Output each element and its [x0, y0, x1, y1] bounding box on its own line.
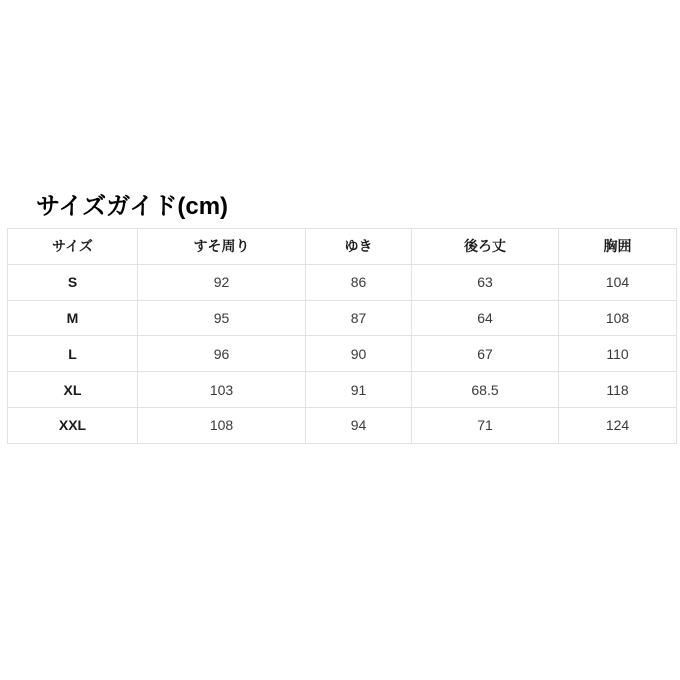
value-cell: 104: [559, 264, 677, 300]
value-cell: 86: [306, 264, 412, 300]
value-cell: 92: [138, 264, 306, 300]
value-cell: 108: [559, 300, 677, 336]
value-cell: 64: [412, 300, 559, 336]
value-cell: 68.5: [412, 372, 559, 408]
size-cell: M: [8, 300, 138, 336]
value-cell: 94: [306, 407, 412, 443]
value-cell: 103: [138, 372, 306, 408]
size-cell: S: [8, 264, 138, 300]
table-row: [8, 407, 677, 443]
value-cell: 118: [559, 372, 677, 408]
table-header-row: [8, 229, 677, 265]
size-cell: XL: [8, 372, 138, 408]
value-cell: 67: [412, 336, 559, 372]
column-header-yuki: ゆき: [306, 229, 412, 265]
value-cell: 124: [559, 407, 677, 443]
table-row: [8, 264, 677, 300]
table-row: [8, 336, 677, 372]
value-cell: 90: [306, 336, 412, 372]
column-header-hem: すそ周り: [138, 229, 306, 265]
column-header-chest: 胸囲: [559, 229, 677, 265]
column-header-size: サイズ: [8, 229, 138, 265]
column-header-back-length: 後ろ丈: [412, 229, 559, 265]
value-cell: 110: [559, 336, 677, 372]
size-guide-table: [7, 228, 677, 444]
value-cell: 87: [306, 300, 412, 336]
table-row: [8, 300, 677, 336]
value-cell: 63: [412, 264, 559, 300]
value-cell: 91: [306, 372, 412, 408]
value-cell: 71: [412, 407, 559, 443]
value-cell: 108: [138, 407, 306, 443]
size-cell: L: [8, 336, 138, 372]
value-cell: 95: [138, 300, 306, 336]
value-cell: 96: [138, 336, 306, 372]
size-cell: XXL: [8, 407, 138, 443]
table-row: [8, 372, 677, 408]
size-guide-title: サイズガイド(cm): [36, 193, 229, 220]
